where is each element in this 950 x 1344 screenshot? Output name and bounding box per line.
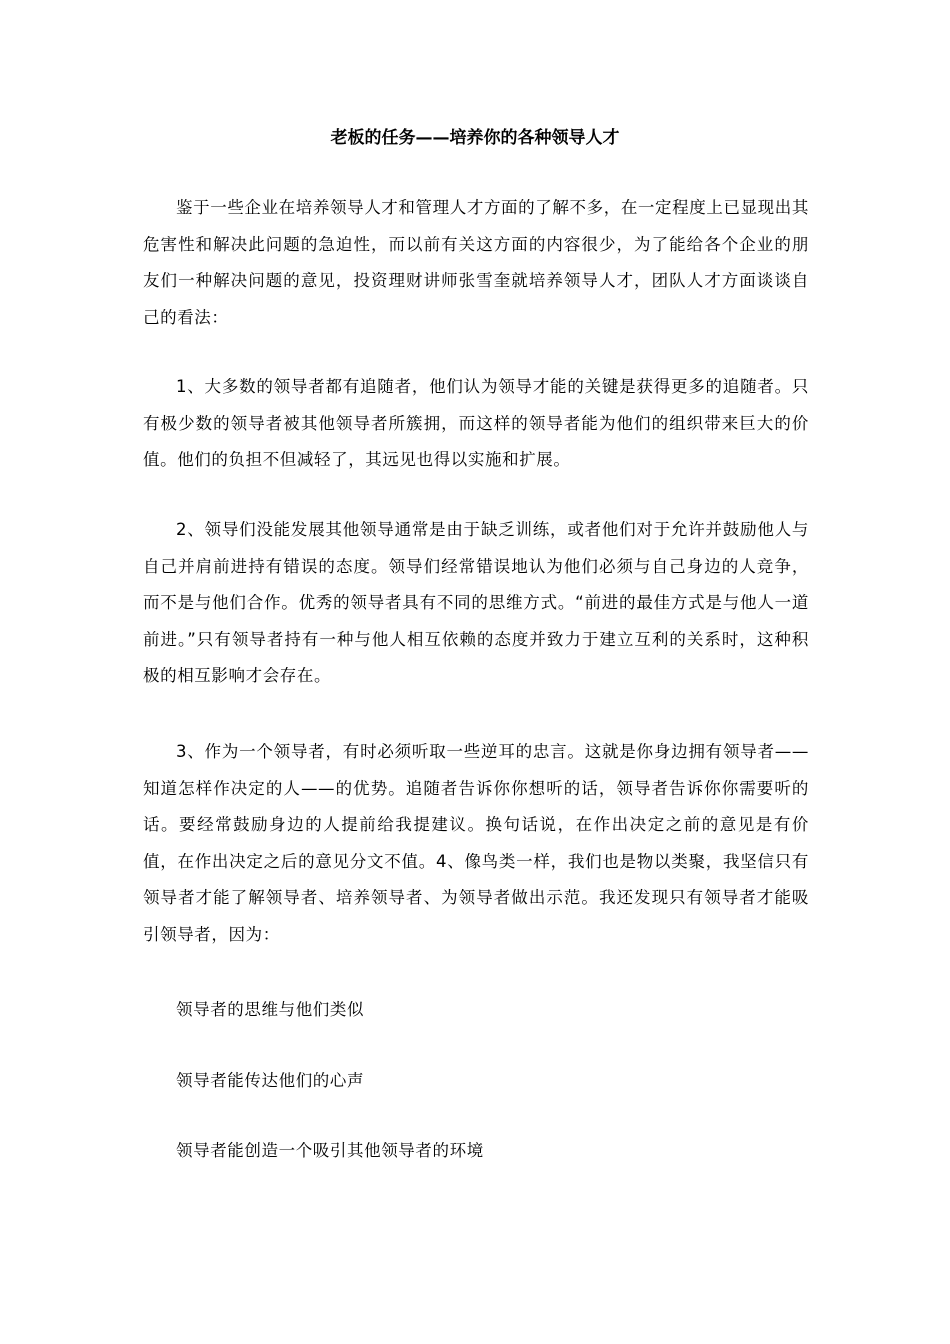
paragraph-point-1: 1、大多数的领导者都有追随者，他们认为领导才能的关键是获得更多的追随者。只有极少数的领导者被其他领导者所簇拥，而这样的领导者能为他们的组织带来巨大的价值。他们的负担不但减轻了，其远见也得以实施和扩展。 <box>143 377 809 469</box>
list-item: 领导者能创造一个吸引其他领导者的环境 <box>176 1141 484 1160</box>
list-item: 领导者能传达他们的心声 <box>176 1071 365 1090</box>
document-title: 老板的任务——培养你的各种领导人才 <box>330 128 620 148</box>
paragraph-point-2: 2、领导们没能发展其他领导通常是由于缺乏训练，或者他们对于允许并鼓励他人与自己并肩前进持有错误的态度。领导们经常错误地认为他们必须与自己身边的人竞争，而不是与他们合作。优秀的领导者具有不同的思维方式。“前进的最佳方式是与他人一道前进。”只有领导者持有一种与他人相互依赖的态度并致力于建立互利的关系时，这种积极的相互影响才会存在。 <box>143 520 809 685</box>
paragraph-intro: 鉴于一些企业在培养领导人才和管理人才方面的了解不多，在一定程度上已显现出其危害性和解决此问题的急迫性，而以前有关这方面的内容很少，为了能给各个企业的朋友们一种解决问题的意见，投资理财讲师张雪奎就培养领导人才，团队人才方面谈谈自己的看法： <box>143 198 809 327</box>
list-item: 领导者的思维与他们类似 <box>176 1000 365 1019</box>
paragraph-point-3-4: 3、作为一个领导者，有时必须听取一些逆耳的忠言。这就是你身边拥有领导者——知道怎样作决定的人——的优势。追随者告诉你你想听的话，领导者告诉你你需要听的话。要经常鼓励身边的人提前给我提建议。换句话说，在作出决定之前的意见是有价值，在作出决定之后的意见分文不值。4、像鸟类一样，我们也是物以类聚，我坚信只有领导者才能了解领导者、培养领导者、为领导者做出示范。我还发现只有领导者才能吸引领导者，因为： <box>143 742 809 944</box>
